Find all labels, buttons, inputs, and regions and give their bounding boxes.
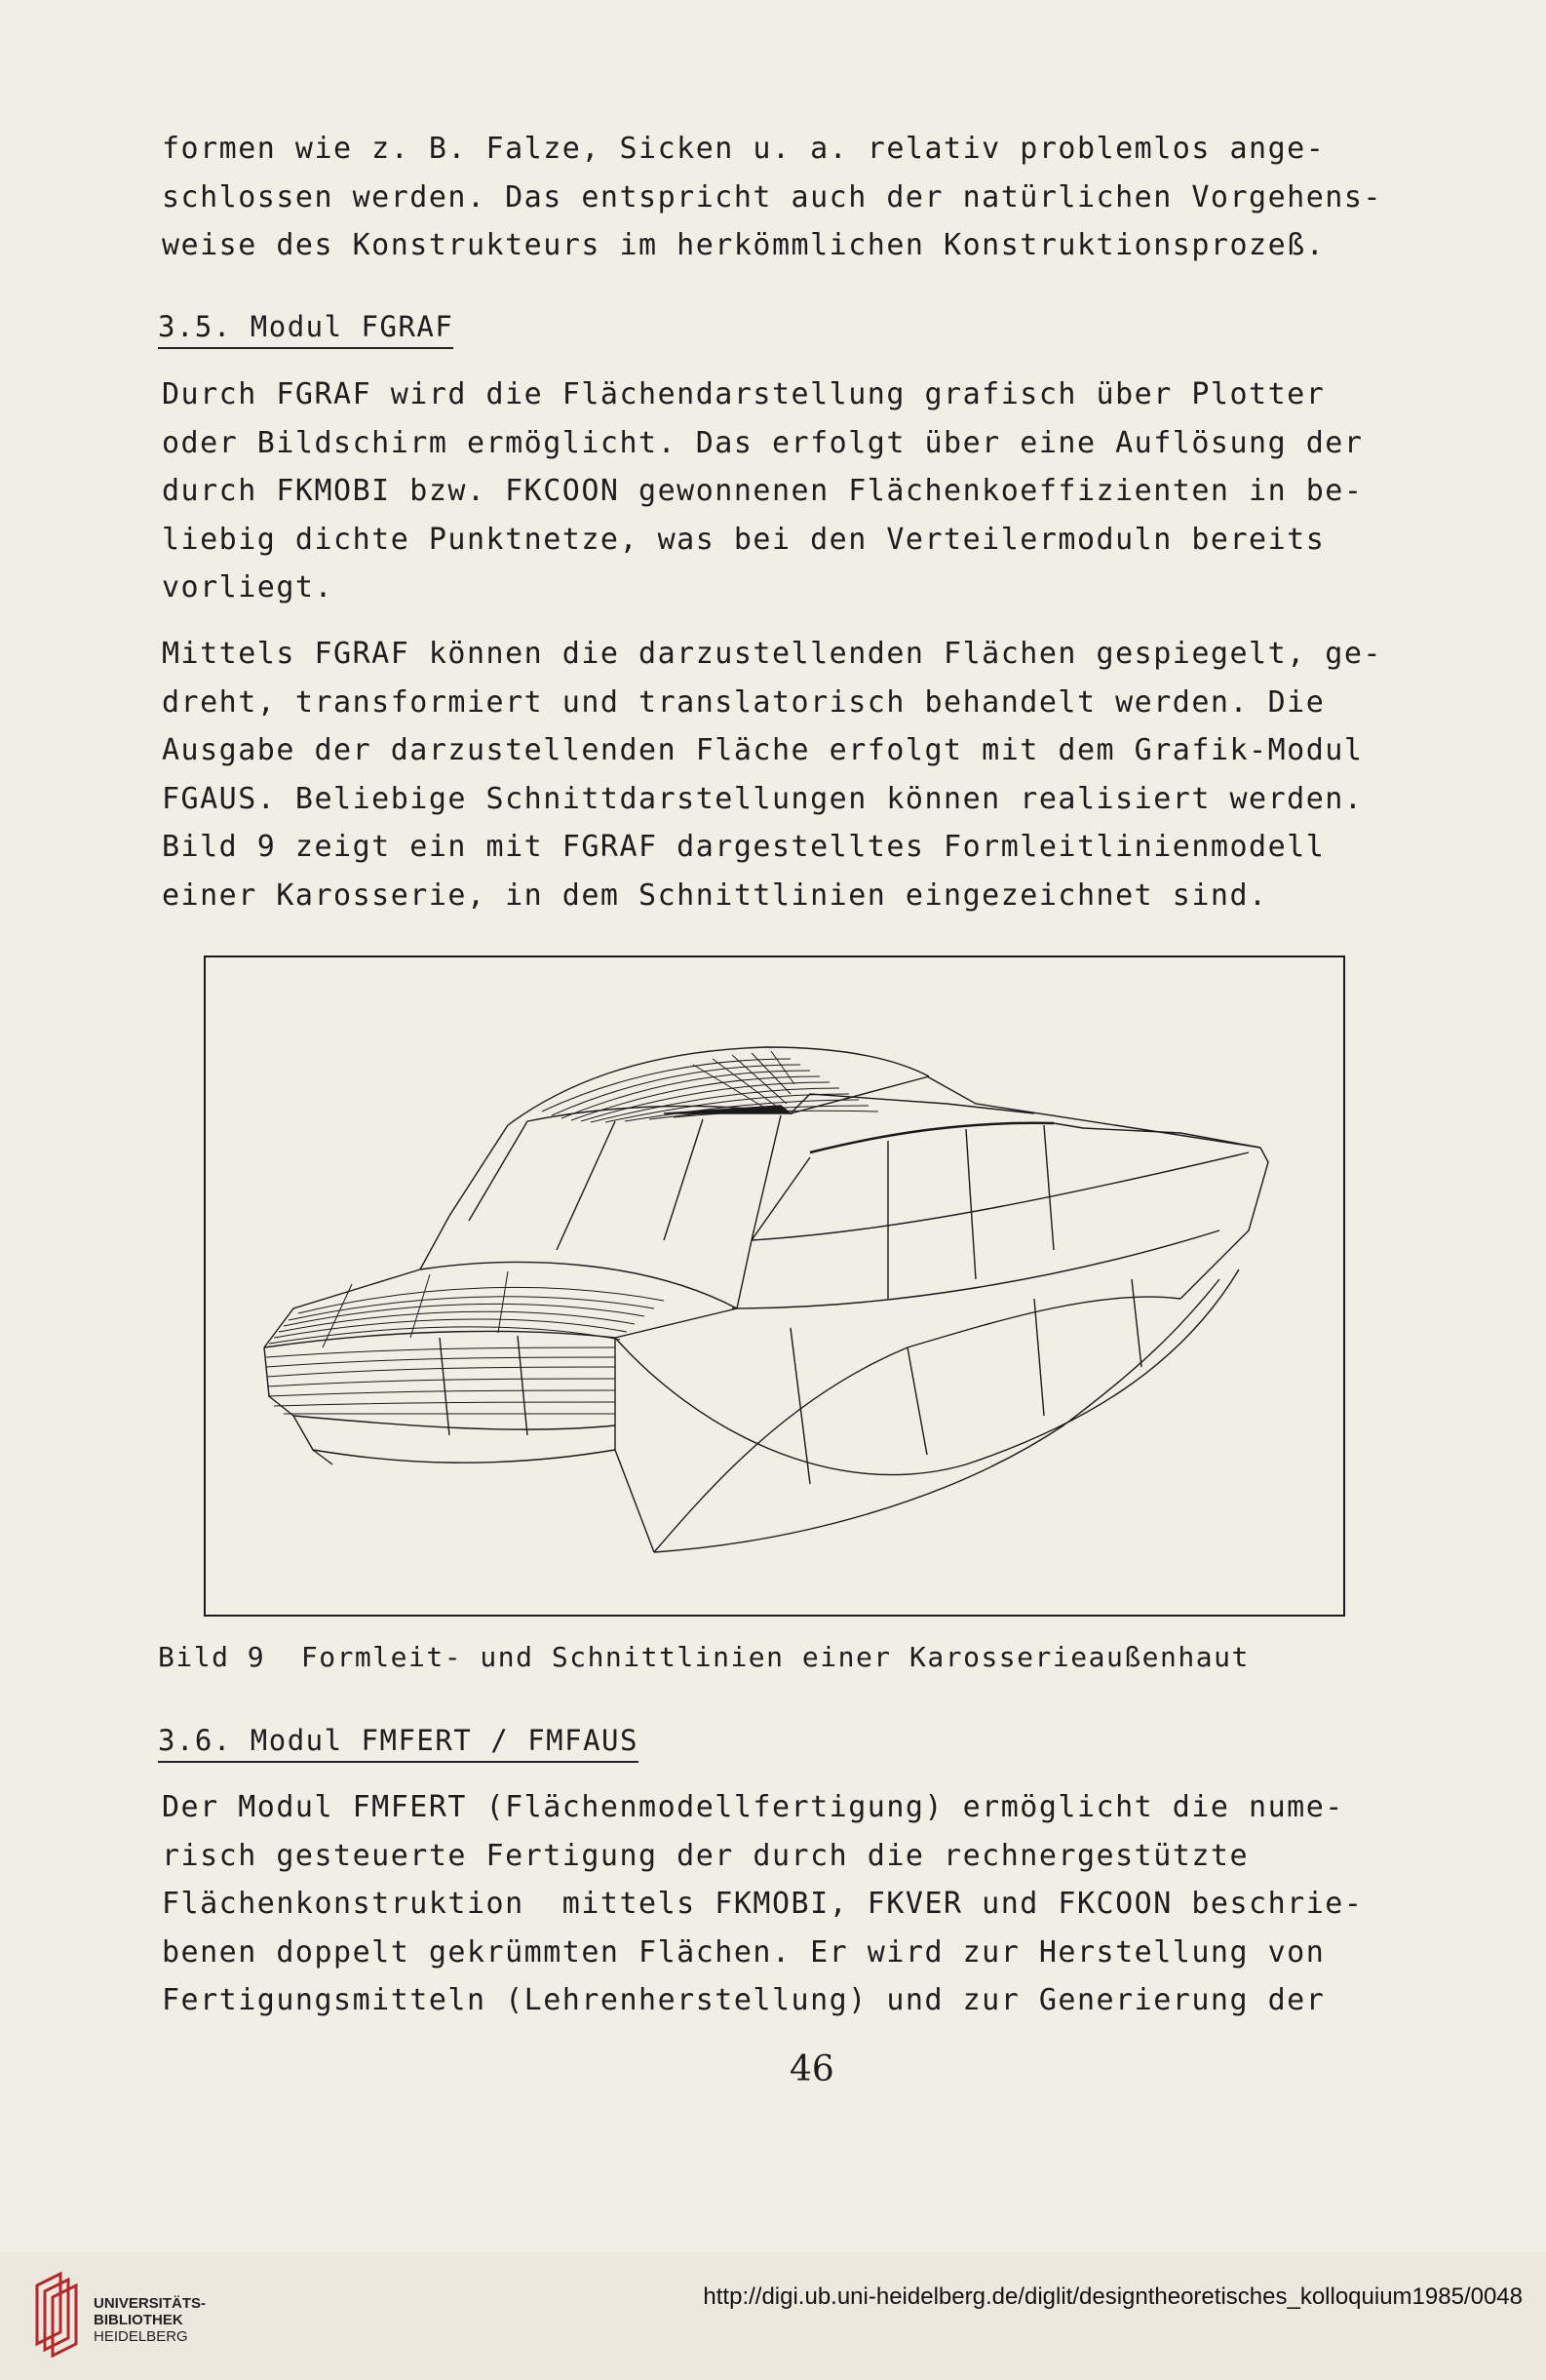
- section-heading-3-5: 3.5. Modul FGRAF: [158, 310, 453, 349]
- paragraph-fmfert-description: Der Modul FMFERT (Flächenmodellfertigung) ermöglicht die nume- risch gesteuerte Fertigung der durch die rechnergestützte Flächenkonstruktion mittels FKMOBI, FKVER und FKCOON beschrie- benen doppelt gekrümmten Flächen. Er wird zur Herstellung von Fertigungsmitteln (Lehrenherstellung) und zur Generierung der: [162, 1790, 1364, 2017]
- section-heading-3-6: 3.6. Modul FMFERT / FMFAUS: [158, 1724, 638, 1763]
- library-name-line3: HEIDELBERG: [94, 2328, 188, 2345]
- figure-caption: Bild 9 Formleit- und Schnittlinien einer Karosserieaußenhaut: [158, 1641, 1250, 1673]
- car-wireframe-drawing: [206, 957, 1342, 1614]
- library-name: [94, 2295, 206, 2345]
- page-number: 46: [790, 2049, 834, 2089]
- figure-car-wireframe: [204, 956, 1345, 1617]
- paragraph-fgraf-functions: Mittels FGRAF können die darzustellenden Flächen gespiegelt, ge- dreht, transformiert und translatorisch behandelt werden. Die Ausgabe der darzustellenden Fläche erfolgt mit dem Grafik-Modul FGAUS. Beliebige Schnittdarstellungen können realisiert werden. Bild 9 zeigt ein mit FGRAF dargestelltes Formleitlinienmodell einer Karosserie, in dem Schnittlinien eingezeichnet sind.: [162, 637, 1382, 913]
- source-url-link[interactable]: http://digi.ub.uni-heidelberg.de/diglit/designtheoretisches_kolloquium1985/0048: [703, 2283, 1523, 2310]
- library-name-line1: UNIVERSITÄTS-: [94, 2295, 207, 2312]
- paragraph-intro: formen wie z. B. Falze, Sicken u. a. relativ problemlos ange- schlossen werden. Das entspricht auch der natürlichen Vorgehens- weise des Konstrukteurs im herkömmlichen Konstruktionsprozeß.: [162, 132, 1382, 262]
- paragraph-fgraf-description: Durch FGRAF wird die Flächendarstellung grafisch über Plotter oder Bildschirm ermöglicht. Das erfolgt über eine Auflösung der durch FKMOBI bzw. FKCOON gewonnenen Flächenkoeffizienten in be- liebig dichte Punktnetze, was bei den Verteilermoduln bereits vorliegt.: [162, 377, 1364, 605]
- library-name-line2: BIBLIOTHEK: [94, 2312, 183, 2328]
- library-logo-icon: [31, 2272, 82, 2362]
- footer-bar: [0, 2252, 1546, 2380]
